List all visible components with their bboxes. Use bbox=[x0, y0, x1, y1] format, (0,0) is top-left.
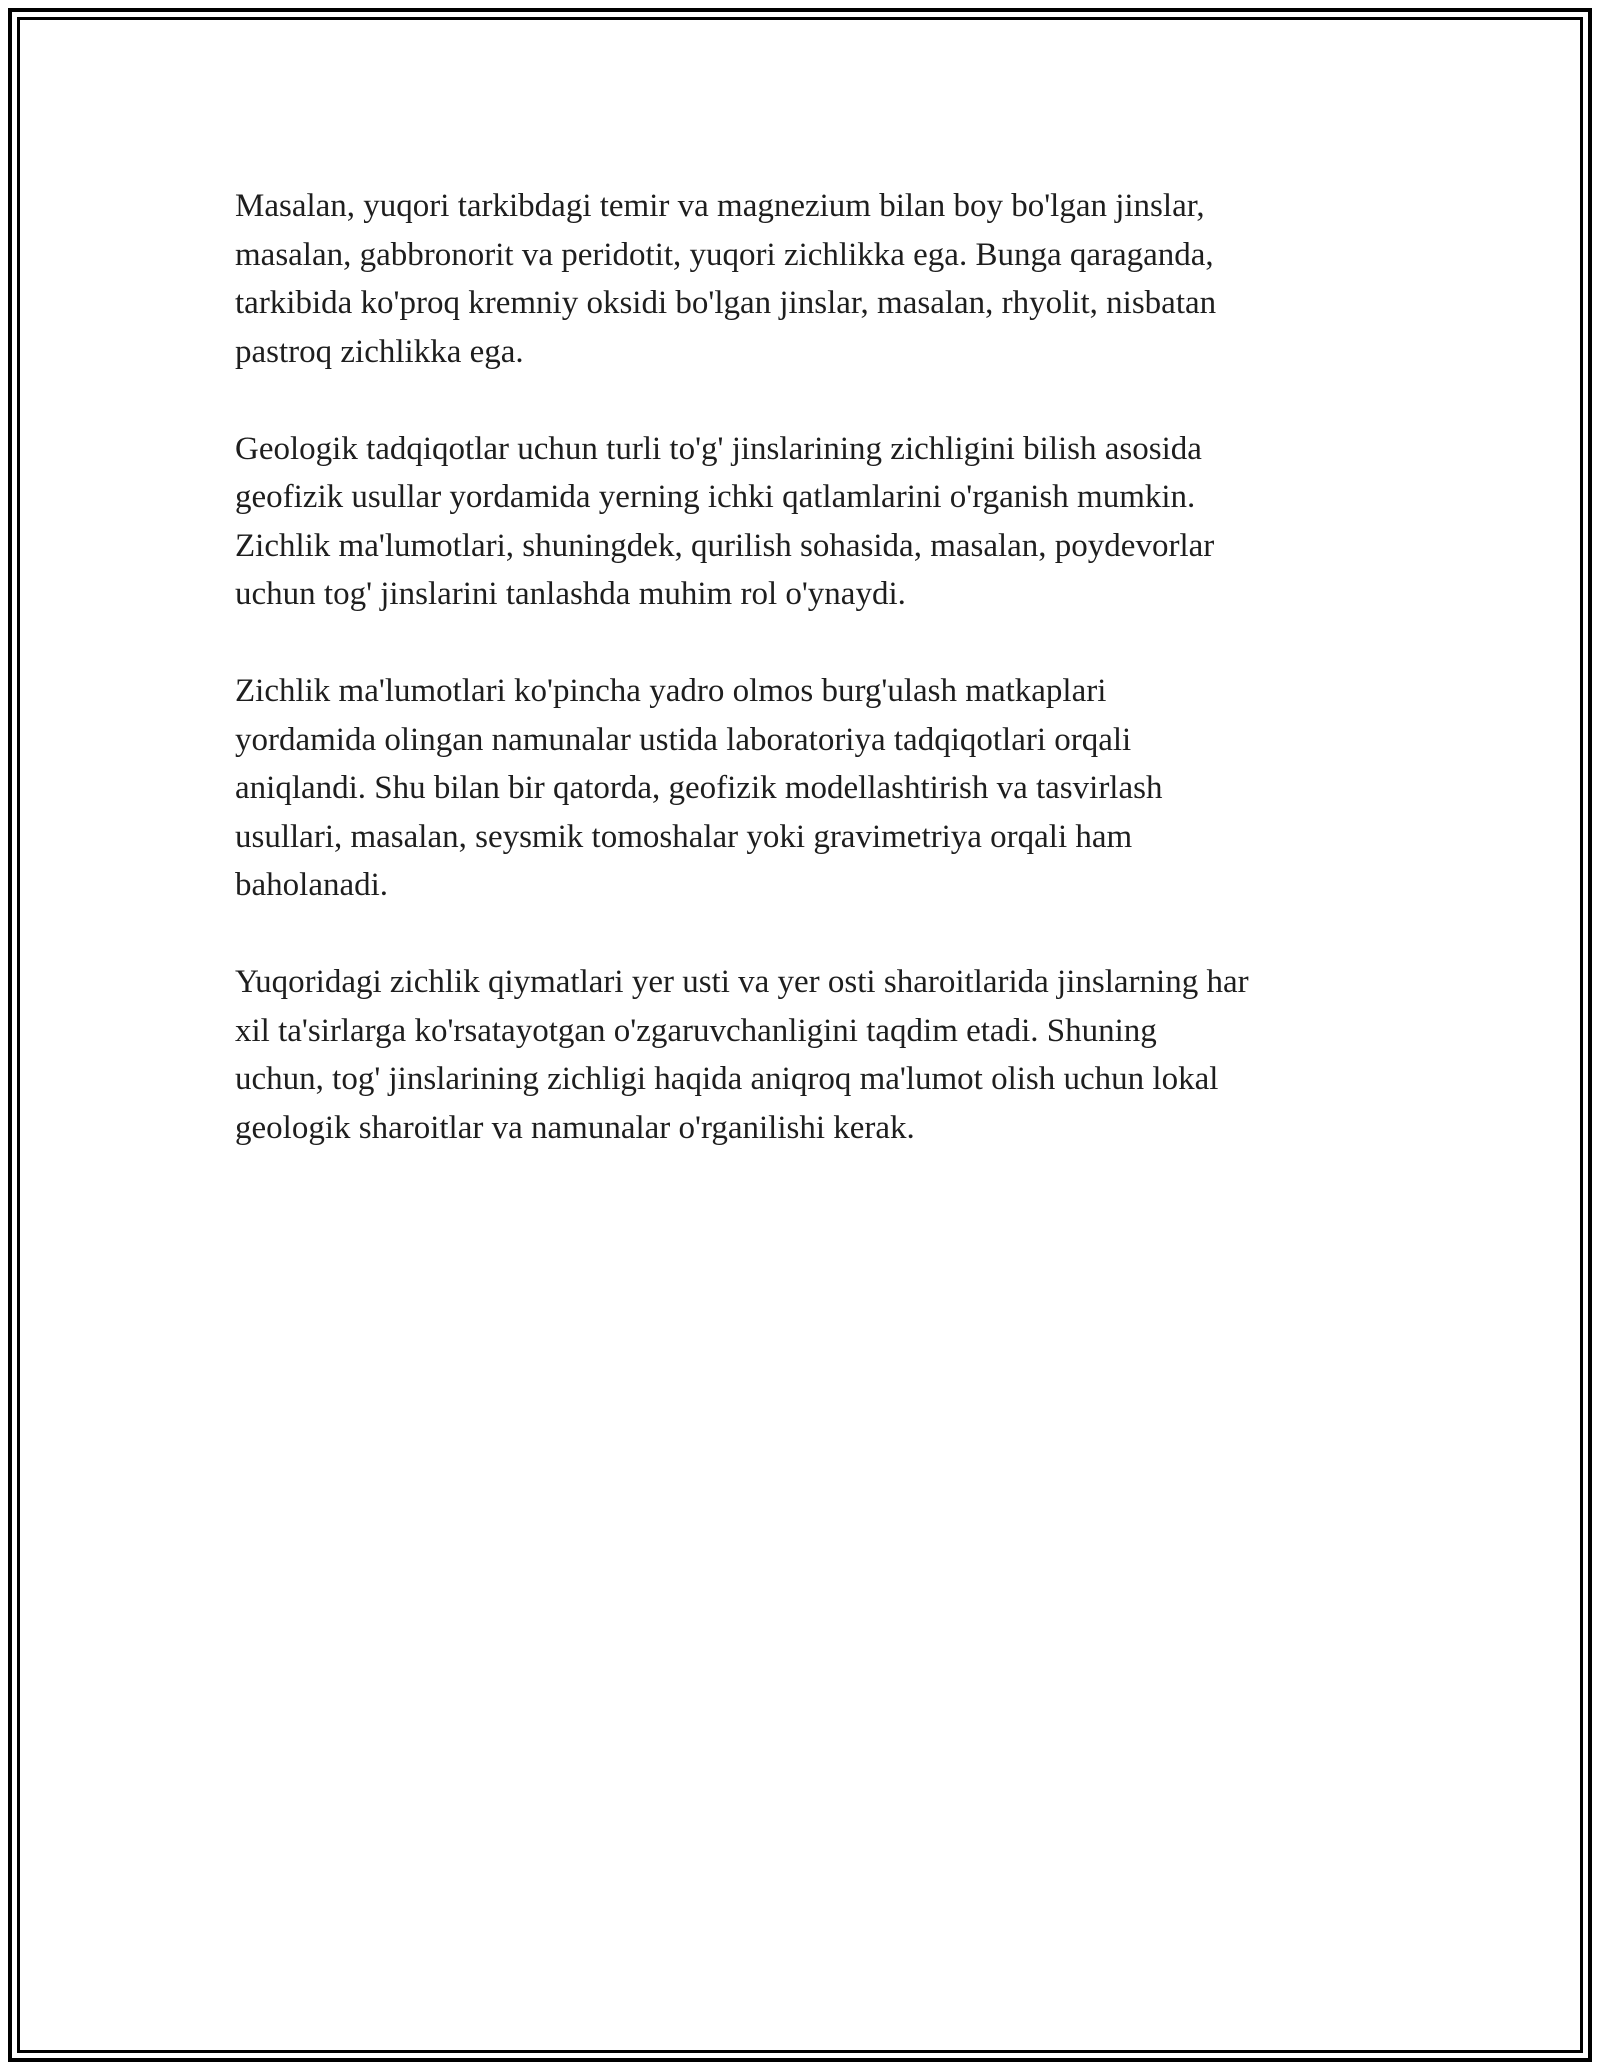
document-body bbox=[235, 182, 1375, 1201]
paragraph: Masalan, yuqori tarkibdagi temir va magnezium bilan boy bo'lgan jinslar, masalan, gabbronorit va peridotit, yuqori zichlikka ega. Bunga qaraganda, tarkibida ko'proq kremniy oksidi bo'lgan jinslar, masalan, rhyolit, nisbatan pastroq zichlikka ega. bbox=[235, 188, 1217, 370]
paragraph: Zichlik ma'lumotlari ko'pincha yadro olmos burg'ulash matkaplari yordamida olingan namunalar ustida laboratoriya tadqiqotlari orqali aniqlandi. Shu bilan bir qatorda, geofizik modellashtirish va tasvirlash usullari, masalan, seysmik tomoshalar yoki gravimetriya orqali ham baholanadi. bbox=[235, 673, 1163, 903]
paragraph: Geologik tadqiqotlar uchun turli to'g' jinslarining zichligini bilish asosida geofizik usullar yordamida yerning ichki qatlamlarini o'rganish mumkin. Zichlik ma'lumotlari, shuningdek, qurilish sohasida, masalan, poydevorlar uchun tog' jinslarini tanlashda muhim rol o'ynaydi. bbox=[235, 430, 1215, 612]
paragraph: Yuqoridagi zichlik qiymatlari yer usti va yer osti sharoitlarida jinslarning har xil ta'sirlarga ko'rsatayotgan o'zgaruvchanligini taqdim etadi. Shuning uchun, tog' jinslarining zichligi haqida aniqroq ma'lumot olish uchun lokal geologik sharoitlar va namunalar o'rganilishi kerak. bbox=[235, 964, 1249, 1146]
